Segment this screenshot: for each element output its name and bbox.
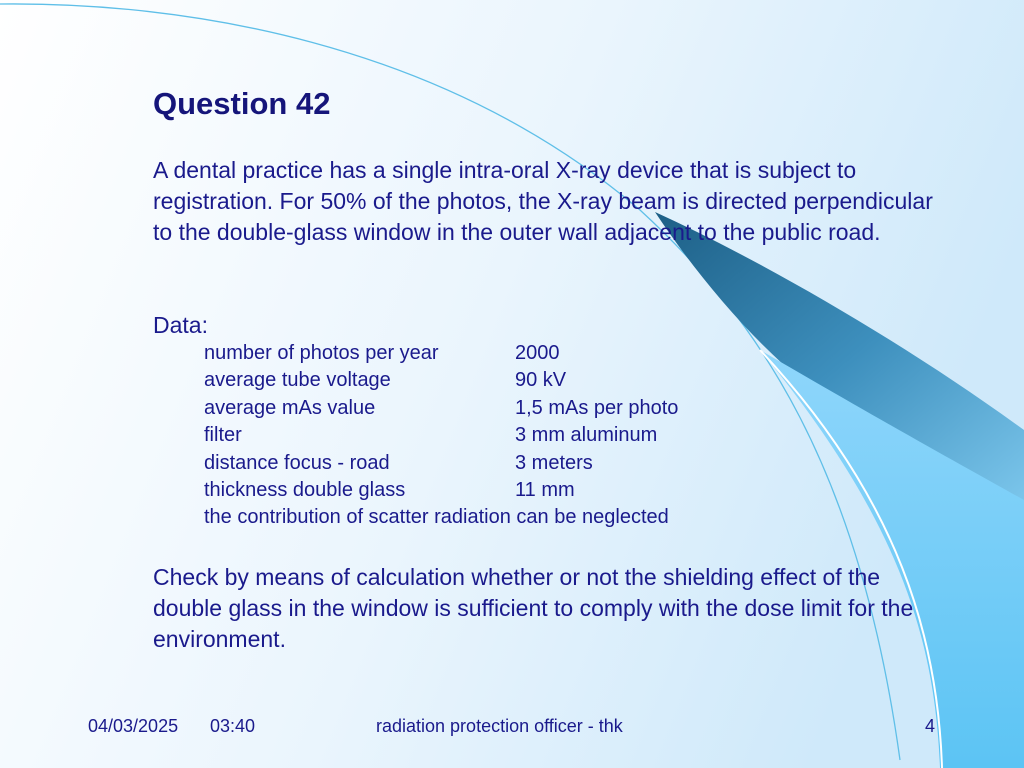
data-value: 3 mm aluminum [515,424,658,447]
data-row [204,340,678,367]
data-note: the contribution of scatter radiation can be neglected [204,506,669,529]
data-key: thickness double glass [204,479,406,502]
data-row [204,422,678,449]
slide-number: 4 [925,716,936,736]
footer-text: radiation protection officer - thk [376,716,623,736]
data-row [204,450,678,477]
data-label: Data: [153,312,208,338]
data-key: average tube voltage [204,369,391,392]
data-row [204,395,678,422]
data-value: 3 meters [515,451,593,474]
data-key: number of photos per year [204,342,439,364]
data-key: average mAs value [204,396,376,419]
data-row [204,477,678,504]
data-value: 90 kV [515,369,567,392]
data-row [204,367,678,394]
data-value: 2000 [515,342,560,364]
data-key: filter [204,424,242,447]
data-value: 11 mm [515,479,575,502]
question-paragraph: Check by means of calculation whether or not the shielding effect of the double glass in the window is sufficient to comply with the dose limit for the environment. [153,564,914,652]
footer-date: 04/03/2025 [88,716,179,736]
data-key: distance focus - road [204,451,390,474]
data-table [204,340,678,532]
slide-title: Question 42 [153,86,331,121]
intro-paragraph: A dental practice has a single intra-oral X-ray device that is subject to registration. For 50% of the photos, the X-ray beam is directed perpendicular to the double-glass window in the outer wall adjacent to the public road. [153,157,933,245]
data-value: 1,5 mAs per photo [515,396,679,419]
footer-time: 03:40 [210,716,256,736]
